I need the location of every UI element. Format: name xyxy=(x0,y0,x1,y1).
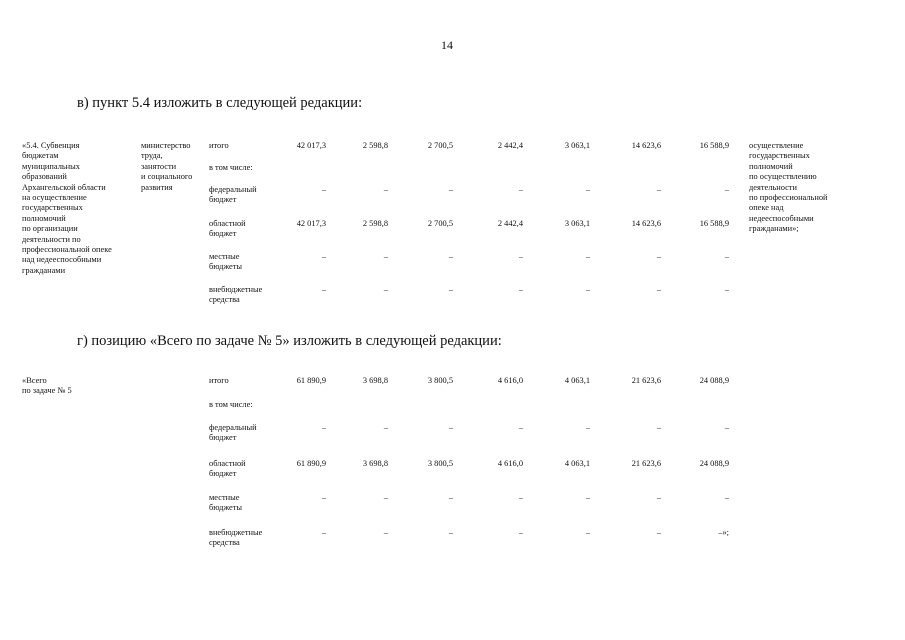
value-cell-year-4: 4 616,0 xyxy=(497,459,523,468)
value-cell-year-4: – xyxy=(518,423,523,432)
value-cell-year-4: – xyxy=(518,185,523,194)
value-cell-year-6: 21 623,6 xyxy=(631,376,661,385)
row-label: внебюджетные средства xyxy=(209,528,263,548)
value-cell-year-3: 3 800,5 xyxy=(427,459,453,468)
value-cell-year-6: – xyxy=(656,252,661,261)
value-cell-year-1: – xyxy=(321,423,326,432)
value-cell-year-3: 2 700,5 xyxy=(427,219,453,228)
value-cell-year-5: – xyxy=(585,285,590,294)
value-cell-year-2: – xyxy=(383,423,388,432)
value-cell-year-5: 3 063,1 xyxy=(564,219,590,228)
value-cell-year-7: 24 088,9 xyxy=(699,459,729,468)
value-cell-year-3: – xyxy=(448,252,453,261)
value-cell-year-7: – xyxy=(724,185,729,194)
row-label: в том числе: xyxy=(209,400,253,409)
value-cell-year-4: – xyxy=(518,285,523,294)
value-cell-year-1: 42 017,3 xyxy=(296,141,326,150)
value-cell-year-4: 2 442,4 xyxy=(497,219,523,228)
value-cell-year-7: 16 588,9 xyxy=(699,141,729,150)
task-name: «5.4. Субвенция бюджетам муниципальных образований Архангельской области на осуществление государственных полномочий по организации деятельности по профессиональной опеке над недееспособными гражданами xyxy=(22,141,112,275)
value-cell-year-1: 61 890,9 xyxy=(296,459,326,468)
value-cell-year-4: 2 442,4 xyxy=(497,141,523,150)
value-cell-year-6: – xyxy=(656,493,661,502)
value-cell-year-6: 14 623,6 xyxy=(631,141,661,150)
row-label: областной бюджет xyxy=(209,219,246,239)
row-label: итого xyxy=(209,376,229,385)
value-cell-year-1: – xyxy=(321,493,326,502)
page-number: 14 xyxy=(441,38,453,52)
value-cell-year-5: – xyxy=(585,528,590,537)
value-cell-year-2: 2 598,8 xyxy=(362,141,388,150)
value-cell-year-4: – xyxy=(518,252,523,261)
value-cell-year-1: – xyxy=(321,285,326,294)
value-cell-year-7: – xyxy=(724,423,729,432)
value-cell-year-6: 14 623,6 xyxy=(631,219,661,228)
value-cell-year-7: – xyxy=(724,252,729,261)
value-cell-year-2: – xyxy=(383,285,388,294)
value-cell-year-6: 21 623,6 xyxy=(631,459,661,468)
value-cell-year-7: –»; xyxy=(718,528,729,537)
value-cell-year-3: 2 700,5 xyxy=(427,141,453,150)
row-label: местные бюджеты xyxy=(209,493,243,513)
value-cell-year-2: 2 598,8 xyxy=(362,219,388,228)
total-task-name: «Всего по задаче № 5 xyxy=(22,376,72,396)
value-cell-year-5: – xyxy=(585,423,590,432)
value-cell-year-3: – xyxy=(448,285,453,294)
value-cell-year-1: – xyxy=(321,185,326,194)
value-cell-year-4: – xyxy=(518,493,523,502)
value-cell-year-3: – xyxy=(448,423,453,432)
value-cell-year-3: – xyxy=(448,493,453,502)
value-cell-year-3: – xyxy=(448,185,453,194)
value-cell-year-2: 3 698,8 xyxy=(362,459,388,468)
value-cell-year-5: – xyxy=(585,493,590,502)
value-cell-year-2: – xyxy=(383,252,388,261)
row-label: внебюджетные средства xyxy=(209,285,263,305)
row-label: федеральный бюджет xyxy=(209,423,257,443)
row-label: итого xyxy=(209,141,229,150)
row-label: в том числе: xyxy=(209,163,253,172)
value-cell-year-7: – xyxy=(724,285,729,294)
value-cell-year-6: – xyxy=(656,423,661,432)
value-cell-year-1: 61 890,9 xyxy=(296,376,326,385)
value-cell-year-7: – xyxy=(724,493,729,502)
value-cell-year-5: 3 063,1 xyxy=(564,141,590,150)
value-cell-year-4: 4 616,0 xyxy=(497,376,523,385)
value-cell-year-6: – xyxy=(656,528,661,537)
value-cell-year-1: – xyxy=(321,528,326,537)
value-cell-year-2: – xyxy=(383,493,388,502)
value-cell-year-6: – xyxy=(656,285,661,294)
value-cell-year-4: – xyxy=(518,528,523,537)
value-cell-year-5: 4 063,1 xyxy=(564,376,590,385)
value-cell-year-1: – xyxy=(321,252,326,261)
row-label: местные бюджеты xyxy=(209,252,243,272)
section-g-heading: г) позицию «Всего по задаче № 5» изложить в следующей редакции: xyxy=(77,333,502,349)
value-cell-year-7: 16 588,9 xyxy=(699,219,729,228)
executor: министерство труда, занятости и социального развития xyxy=(141,141,193,192)
value-cell-year-2: – xyxy=(383,528,388,537)
value-cell-year-3: – xyxy=(448,528,453,537)
value-cell-year-5: – xyxy=(585,252,590,261)
value-cell-year-2: – xyxy=(383,185,388,194)
section-v-heading: в) пункт 5.4 изложить в следующей редакции: xyxy=(77,95,363,111)
expected-result: осуществление государственных полномочий по осуществлению деятельности по профессиональной опеке над недееспособными гражданами»; xyxy=(749,141,828,234)
value-cell-year-1: 42 017,3 xyxy=(296,219,326,228)
value-cell-year-7: 24 088,9 xyxy=(699,376,729,385)
value-cell-year-6: – xyxy=(656,185,661,194)
value-cell-year-3: 3 800,5 xyxy=(427,376,453,385)
value-cell-year-2: 3 698,8 xyxy=(362,376,388,385)
row-label: областной бюджет xyxy=(209,459,246,479)
row-label: федеральный бюджет xyxy=(209,185,257,205)
value-cell-year-5: 4 063,1 xyxy=(564,459,590,468)
value-cell-year-5: – xyxy=(585,185,590,194)
